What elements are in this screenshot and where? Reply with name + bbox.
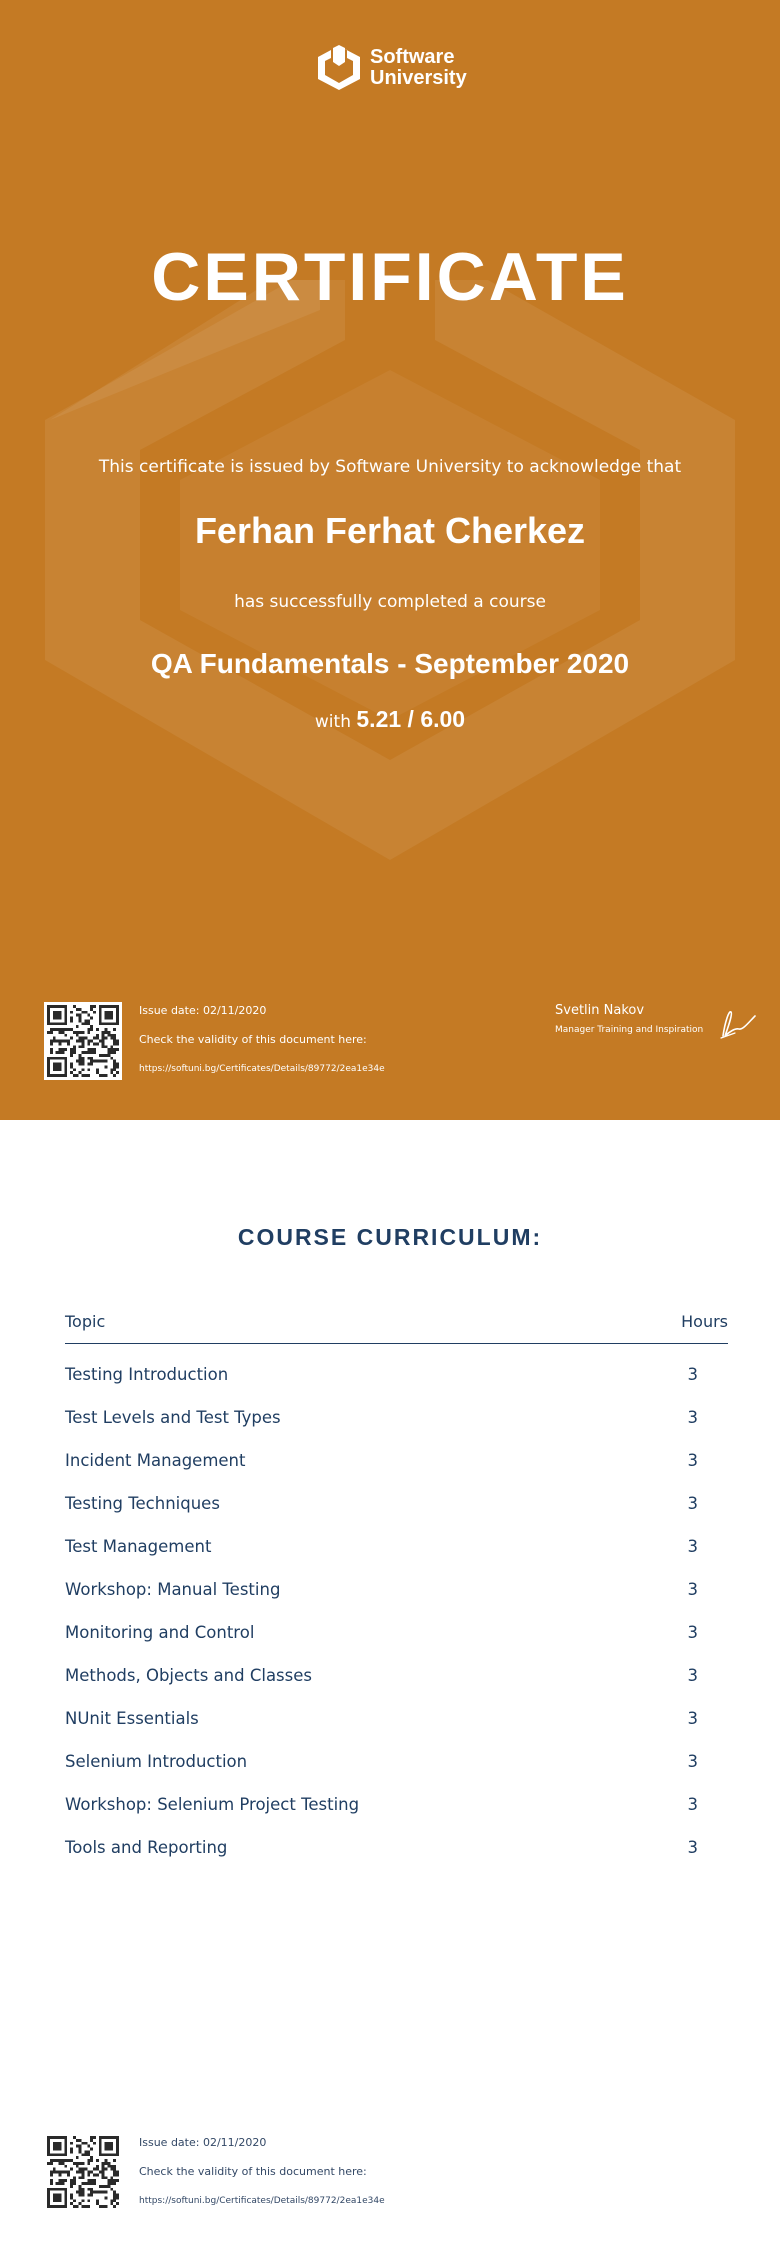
row-topic: Workshop: Manual Testing <box>65 1580 281 1599</box>
table-row <box>65 1795 728 1838</box>
row-hours: 3 <box>687 1838 698 1857</box>
row-topic: Testing Techniques <box>65 1494 220 1513</box>
signer-block <box>555 1003 703 1035</box>
brand-name: Software University <box>370 46 467 89</box>
table-row <box>65 1752 728 1795</box>
row-topic: Tools and Reporting <box>65 1838 228 1857</box>
curriculum-title: COURSE CURRICULUM: <box>237 1224 543 1250</box>
grade-prefix: with <box>314 712 351 732</box>
table-row <box>65 1365 728 1408</box>
table-row <box>65 1623 728 1666</box>
row-topic: NUnit Essentials <box>65 1709 199 1728</box>
qr-code-icon <box>44 2133 122 2211</box>
table-row <box>65 1580 728 1623</box>
row-hours: 3 <box>687 1752 698 1771</box>
row-hours: 3 <box>687 1537 698 1556</box>
table-row <box>65 1838 728 1881</box>
row-hours: 3 <box>687 1623 698 1642</box>
table-row <box>65 1408 728 1451</box>
signer-name: Svetlin Nakov <box>555 1003 645 1018</box>
header-topic: Topic <box>65 1312 106 1331</box>
issue-date: Issue date: 02/11/2020 <box>139 1004 267 1017</box>
table-row <box>65 1494 728 1537</box>
grade-line <box>0 706 780 733</box>
signer-role: Manager Training and Inspiration <box>555 1025 704 1035</box>
row-topic: Test Management <box>65 1537 212 1556</box>
table-row <box>65 1666 728 1709</box>
row-topic: Incident Management <box>65 1451 246 1470</box>
certificate-title: CERTIFICATE <box>151 239 629 315</box>
row-hours: 3 <box>687 1408 698 1427</box>
qr-code-icon <box>44 1002 122 1080</box>
row-topic: Test Levels and Test Types <box>65 1408 281 1427</box>
curriculum-table <box>65 1312 728 1881</box>
validity-link[interactable]: https://softuni.bg/Certificates/Details/89772/2ea1e34e <box>139 1064 385 1074</box>
footer-meta <box>139 2136 385 2223</box>
row-topic: Workshop: Selenium Project Testing <box>65 1795 360 1814</box>
row-hours: 3 <box>687 1795 698 1814</box>
course-name: QA Fundamentals - September 2020 <box>150 648 630 679</box>
curriculum-rows <box>65 1365 728 1881</box>
table-row <box>65 1709 728 1752</box>
table-row <box>65 1537 728 1580</box>
row-topic: Testing Introduction <box>65 1365 229 1384</box>
curriculum-header <box>65 1312 728 1344</box>
row-topic: Selenium Introduction <box>65 1752 248 1771</box>
validity-text: Check the validity of this document here: <box>139 2165 367 2178</box>
row-hours: 3 <box>687 1666 698 1685</box>
row-topic: Methods, Objects and Classes <box>65 1666 312 1685</box>
certificate-panel <box>0 0 780 1120</box>
brand-logo <box>314 44 467 92</box>
validity-link[interactable]: https://softuni.bg/Certificates/Details/89772/2ea1e34e <box>139 2196 385 2206</box>
completion-text: has successfully completed a course <box>234 592 546 612</box>
recipient-name: Ferhan Ferhat Cherkez <box>194 510 586 551</box>
row-topic: Monitoring and Control <box>65 1623 255 1642</box>
row-hours: 3 <box>687 1580 698 1599</box>
row-hours: 3 <box>687 1451 698 1470</box>
grade-value: 5.21 / 6.00 <box>356 706 466 732</box>
row-hours: 3 <box>687 1494 698 1513</box>
row-hours: 3 <box>687 1709 698 1728</box>
softuni-logo-icon <box>314 44 364 92</box>
issue-date: Issue date: 02/11/2020 <box>139 2136 267 2149</box>
watermark-logo-icon <box>0 280 780 880</box>
signature-icon <box>715 1002 757 1044</box>
certificate-intro: This certificate is issued by Software University to acknowledge that <box>98 457 682 477</box>
row-hours: 3 <box>687 1365 698 1384</box>
table-row <box>65 1451 728 1494</box>
certificate-meta <box>139 1004 385 1091</box>
validity-text: Check the validity of this document here: <box>139 1033 367 1046</box>
header-hours: Hours <box>681 1312 728 1331</box>
